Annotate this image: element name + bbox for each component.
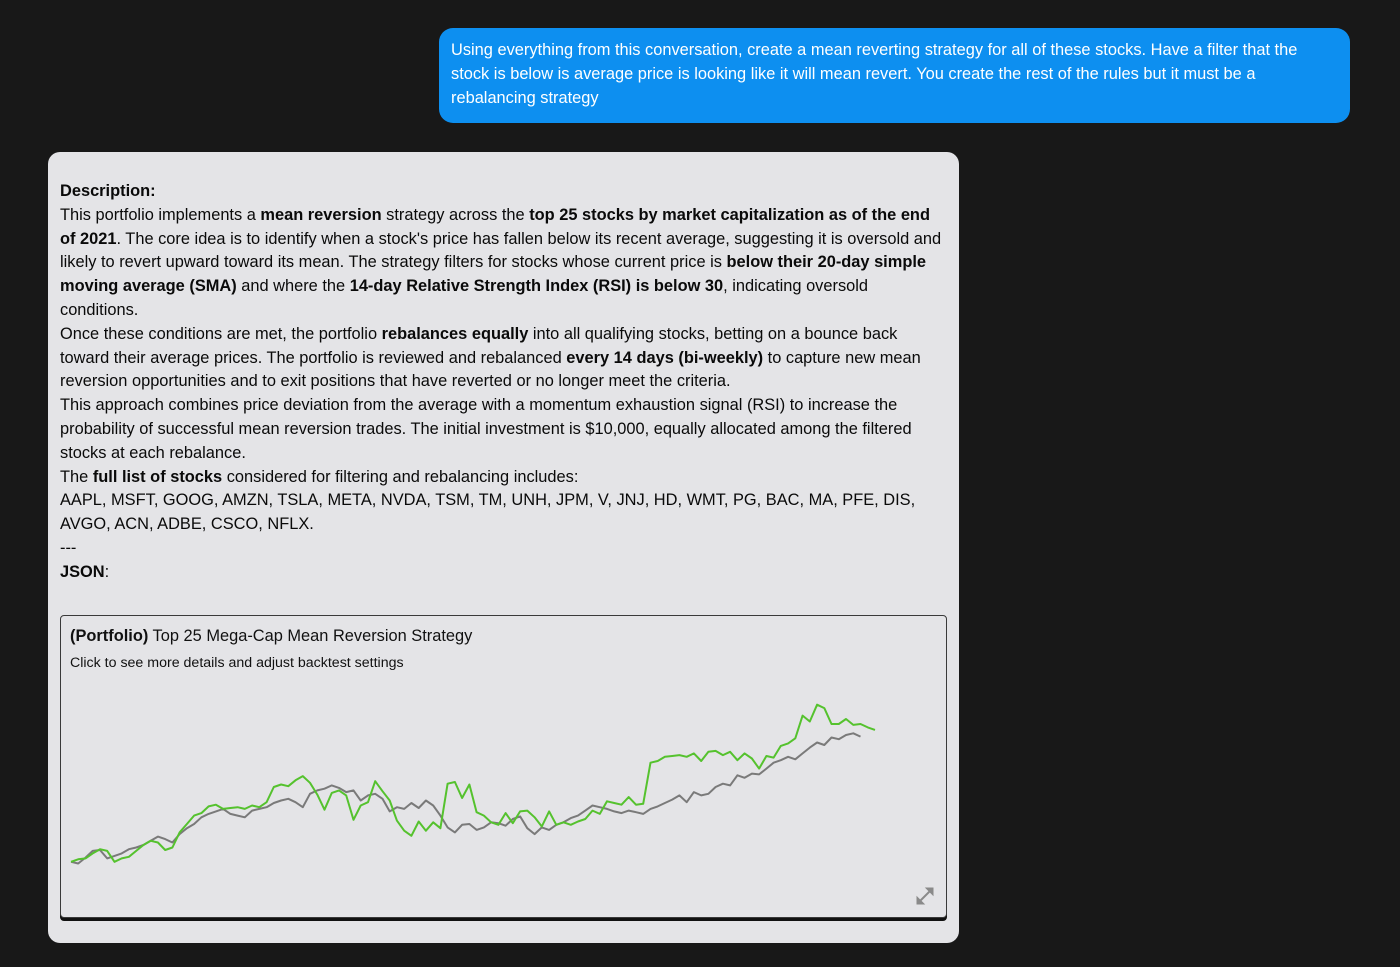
- expand-arrows-icon[interactable]: [914, 885, 936, 907]
- p2-bold-1: rebalances equally: [381, 324, 529, 343]
- description-heading: [60, 180, 947, 204]
- portfolio-name: Top 25 Mega-Cap Mean Reversion Strategy: [148, 627, 473, 645]
- stock-list: AAPL, MSFT, GOOG, AMZN, TSLA, META, NVDA, TSM, TM, UNH, JPM, V, JNJ, HD, WMT, PG, BAC, MA, PFE, DIS, AVGO, ACN, ADBE, CSCO, NFLX.: [60, 491, 916, 534]
- p2-bold-2: every 14 days (bi-weekly): [566, 348, 764, 367]
- json-label: JSON: [60, 562, 105, 581]
- user-message-text: Using everything from this conversation, create a mean reverting strategy for all of these stocks. Have a filter that the stock is below is average price is looking like it will mean revert. You create the rest of the rules but it must be a rebalancing strategy: [451, 41, 1298, 107]
- portfolio-card[interactable]: [60, 615, 947, 918]
- portfolio-subtitle: Click to see more details and adjust backtest settings: [70, 655, 404, 671]
- p1-text-3: . The core idea is to identify when a stock's price has fallen below its recent average, suggesting it is oversold and likely to revert upward toward its mean. The strategy filters for stocks whose current price is: [60, 229, 942, 272]
- description-paragraph-2: [60, 323, 947, 394]
- assistant-message-card: [48, 152, 959, 943]
- p1-text-5: , indicating oversold conditions.: [60, 277, 869, 319]
- json-label-line: [60, 561, 947, 585]
- p4-bold-1: full list of stocks: [92, 467, 223, 486]
- separator-text: ---: [60, 538, 77, 557]
- portfolio-tag: (Portfolio): [70, 627, 149, 645]
- p4-text-2: considered for filtering and rebalancing includes:: [222, 467, 579, 486]
- portfolio-title: [70, 625, 472, 649]
- description-paragraph-1: [60, 204, 947, 323]
- p1-bold-4: 14-day Relative Strength Index (RSI) is below 30: [349, 277, 724, 296]
- p1-text-1: This portfolio implements a: [60, 205, 261, 224]
- p1-bold-1: mean reversion: [260, 205, 382, 224]
- p4-text-1: The: [60, 467, 93, 486]
- p1-text-2: strategy across the: [381, 205, 530, 224]
- p2-text-1: Once these conditions are met, the portfolio: [60, 324, 382, 343]
- p1-bold-2: top 25 stocks by market capitalization as of the end of 2021: [60, 205, 930, 248]
- benchmark-line: [71, 733, 861, 863]
- description-heading-text: Description:: [60, 182, 156, 200]
- p2-text-3: to capture new mean reversion opportunities and to exit positions that have reverted or no longer meet the criteria.: [60, 348, 921, 391]
- description-paragraph-3: This approach combines price deviation from the average with a momentum exhaustion signal (RSI) to increase the probability of successful mean reversion trades. The initial investment is $10,000, equally allocated among the filtered stocks at each rebalance.: [60, 396, 912, 462]
- p1-text-4: and where the: [236, 277, 350, 296]
- p1-bold-3: below their 20-day simple moving average (SMA): [60, 253, 926, 296]
- json-label-colon: :: [104, 562, 110, 581]
- user-message-bubble: [439, 28, 1350, 123]
- p2-text-2: into all qualifying stocks, betting on a bounce back toward their average prices. The portfolio is reviewed and rebalanced: [60, 324, 898, 367]
- description-paragraph-4: [60, 466, 947, 490]
- strategy-line: [71, 705, 875, 862]
